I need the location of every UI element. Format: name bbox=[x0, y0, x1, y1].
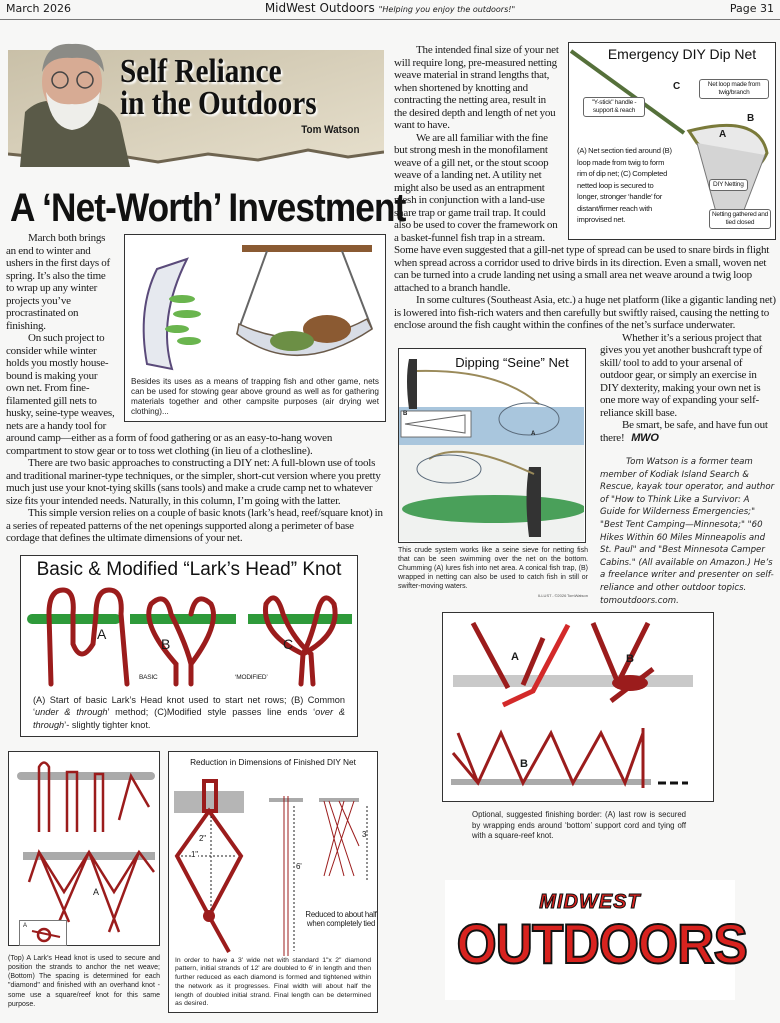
paragraph: We are all familiar with the fine but strong mesh in the monofilament weave of a gill net, or the stout scoop weave of a landing net. A utility net might also be used as an entrapment mesh in conjunction with a land-use snare trap or game trail trap. It could also be used to cover the framework on a basket-funnel fish trap in a stream. Some have even suggested that a gill-net type of spread can be used to snare birds in flight when spread across a corridor used to drive birds in its direction. Even a small, woven net can be turned into a crude landing net using a small area net weave around a twig loop attached to a branch handle. bbox=[394, 131, 770, 294]
figure-larks-spacing bbox=[8, 751, 160, 1010]
paragraph: There are two basic approaches to constructing a DIY net: A full-blown use of tools and traditional mariner-type techniques, or the simpler, short-cut version where you pretty much just use your knot-tying skills (sans tools) and make a crude camp net to whatever size fits your intended needs. Naturally, in this column, I’m going with the latter. bbox=[6, 457, 381, 507]
reduction-title: Reduction in Dimensions of Finished DIY Net bbox=[190, 756, 356, 767]
midwest-outdoors-logo bbox=[445, 880, 747, 1000]
dip-label-b: B bbox=[747, 113, 755, 124]
column-title-line2: in the Outdoors bbox=[120, 85, 317, 122]
border-label-b2: B bbox=[520, 758, 528, 770]
larks-label-basic: BASIC bbox=[139, 673, 158, 681]
dip-label-a: A bbox=[719, 129, 727, 140]
paragraph: March both brings an end to winter and ushers in the first days of spring. It’s also the time to wrap up any winter projects you’ve procrastinated on finishing. bbox=[6, 232, 110, 332]
larks-spacing-caption: (Top) A Lark’s Head knot is used to secure and position the strands to anchor the net weave; (Bottom) The spacing is determined for each "diamond" and finished with an overhand knot - some use a square/reef knot for this same purpose. bbox=[8, 954, 160, 1008]
reduction-caption: In order to have a 3' wide net with standard 1"x 2" diamond pattern, initial strands of 12' are doubled to 6' in length and then further reduced as each diamond is formed and tightened within the network as it progresses. Final width will about half the length of doubled initial strand. Final length can be determined as desired. bbox=[175, 956, 371, 1008]
overhand-knot-inset bbox=[19, 920, 67, 946]
seine-net-illustration bbox=[399, 349, 584, 541]
caption-text: (A) Start of basic Lark’s Head knot used to start net rows; (B) Common ‘ bbox=[33, 694, 345, 717]
inset-label-a: A bbox=[23, 922, 27, 929]
seine-net-title: Dipping “Seine” Net bbox=[455, 354, 569, 370]
net-uses-caption: Besides its uses as a means of trapping fish and other game, nets can be used for stowing gear above ground as well as for gathering materials together and other campsite purposes (air drying wet clothing)... bbox=[131, 377, 379, 416]
net-uses-illustration bbox=[127, 239, 385, 374]
larks-label-modified: ‘MODIFIED’ bbox=[235, 673, 268, 681]
paragraph: On such project to consider while winter holds you mostly house-bound is making your own net. From fine-filamented gill nets to husky, seine-type weaves, nets are a handy tool for around camp—either as a form of food gathering or as an easy-to-hang woven compartment to stow gear or to toss wet clothing (in lieu of a clothesline). bbox=[6, 332, 333, 457]
figure-dip-net bbox=[568, 42, 776, 240]
column-banner bbox=[8, 42, 384, 167]
border-label-b: B bbox=[626, 653, 634, 665]
caption-emphasis: over & through bbox=[33, 707, 345, 730]
finishing-border-caption: Optional, suggested finishing border: (A) last row is secured by wrapping ends around ‘bottom’ support cord and tying off with a square-reef knot. bbox=[472, 810, 686, 840]
reduction-illustration bbox=[169, 776, 375, 956]
larks-head-title: Basic & Modified “Lark’s Head” Knot bbox=[36, 558, 342, 580]
lower-right-row bbox=[394, 332, 776, 608]
figure-seine-net bbox=[398, 348, 588, 598]
spacing-label-a: A bbox=[93, 886, 99, 897]
border-label-a: A bbox=[511, 651, 519, 663]
callout-loop: Net loop made from twig/branch bbox=[699, 79, 769, 99]
article-middle-column bbox=[394, 44, 776, 607]
reduction-note: Reduced to about half when completely tied bbox=[305, 909, 377, 928]
byline: Tom Watson bbox=[301, 124, 360, 136]
dip-net-description: (A) Net section tied around (B) loop made from twig to form rim of dip net; (C) Completed netted loop is secured to longer, stronger ‘handle’ for distant/firmer reach with improvised net. bbox=[577, 146, 672, 224]
seine-label-a: A bbox=[531, 430, 536, 437]
signoff-mwo: MWO bbox=[631, 431, 659, 444]
finishing-border-illustration bbox=[443, 613, 711, 799]
figure-reduction bbox=[168, 751, 378, 1013]
dim-height: 2" bbox=[199, 833, 206, 843]
figure-larks-head-knot bbox=[20, 555, 358, 737]
logo-line1: MIDWEST bbox=[539, 891, 641, 913]
seine-net-credit: ILLUST - ©2026 TomWatson bbox=[538, 592, 588, 598]
dip-label-c: C bbox=[673, 81, 681, 92]
publication-name: MidWest Outdoors bbox=[264, 1, 375, 15]
bottom-figures-row bbox=[6, 751, 386, 1016]
page-number: Page 31 bbox=[729, 2, 774, 15]
issue-date: March 2026 bbox=[6, 2, 72, 15]
publication-masthead bbox=[190, 1, 590, 15]
caption-text: ’- slightly tighter knot. bbox=[64, 719, 151, 730]
dim-width: 1" bbox=[191, 849, 198, 859]
seine-label-b: B bbox=[403, 410, 408, 417]
callout-gathered: Netting gathered and tied closed bbox=[709, 209, 771, 229]
paragraph: In some cultures (Southeast Asia, etc.) a huge net platform (like a gigantic landing net) is lowered into fish-rich waters and then carefully but swiftly raised, causing the netting to enclose around the fish caught within the confines of the net’s surface underwater. bbox=[394, 294, 776, 331]
article-left-column bbox=[6, 232, 386, 1016]
callout-handle: "Y-stick" handle - support & reach bbox=[583, 97, 645, 117]
author-bio: Tom Watson is a former team member of Kodiak Island Search & Rescue, kayak tour operator, and author of "How to Think Like a Survivor: A Guide for Wilderness Emergencies;" "Best Tent Camping—Minnesota;" "60 Hikes Within 60 Miles Minneapolis and St. Paul" and "Best Minnesota Camper Cabins." (All available on Amazon.) He’s a freelance writer and presenter on self-reliance and other outdoor topics. tomoutdoors.com. bbox=[600, 457, 775, 606]
article-title: A ‘Net-Worth’ Investment bbox=[10, 186, 406, 230]
author-photo bbox=[10, 42, 130, 167]
column-title bbox=[120, 53, 317, 122]
paragraph: The intended final size of your net will require long, pre-measured netting weave material in strand lengths that, when shortened by knotting and contracting the netting area, result in the desired depth and length of net you want to have. bbox=[394, 44, 559, 131]
larks-label-a: A bbox=[97, 625, 107, 642]
paragraph: Whether it’s a serious project that gives you yet another bushcraft type of skill/ tool to add to your arsenal of outdoor gear, or simply an exercise in DIY dexterity, making your own net is one more way of expanding your self-reliance skill base. bbox=[600, 331, 763, 419]
paragraph: Be smart, be safe, and have fun out there! bbox=[600, 419, 768, 444]
larks-spacing-illustration bbox=[9, 752, 159, 944]
larks-head-illustration bbox=[21, 584, 356, 694]
larks-head-caption bbox=[33, 694, 345, 732]
article-right-column bbox=[600, 332, 776, 608]
larks-label-c: C bbox=[283, 635, 293, 652]
caption-emphasis: under & through bbox=[35, 707, 108, 717]
paragraph: This simple version relies on a couple of basic knots (lark’s head, reef/square knot) in a series of repeated patterns of the net openings supported along a perimeter of base cordage that defines the ultimate dimensions of your net. bbox=[6, 507, 383, 544]
column-title-line1: Self Reliance bbox=[120, 53, 282, 90]
seine-net-frame bbox=[398, 348, 586, 543]
logo-line2: OUTDOORS bbox=[456, 912, 747, 975]
dim-net: 3' bbox=[362, 829, 368, 839]
caption-text: ’ method; (C)Modified style passes line ends ‘ bbox=[107, 707, 316, 717]
dip-net-title: Emergency DIY Dip Net bbox=[607, 46, 757, 62]
larks-label-b: B bbox=[161, 635, 171, 652]
finishing-border-frame bbox=[442, 612, 714, 802]
larks-spacing-frame bbox=[8, 751, 160, 946]
page-header bbox=[0, 0, 780, 20]
closing-paragraph bbox=[600, 419, 776, 444]
dim-strand: 6' bbox=[296, 861, 302, 871]
figure-net-uses bbox=[124, 234, 386, 422]
figure-finishing-border bbox=[442, 612, 714, 842]
publication-tagline: "Helping you enjoy the outdoors!" bbox=[378, 5, 516, 14]
callout-netting: DIY Netting bbox=[709, 179, 748, 191]
seine-net-caption: This crude system works like a seine sieve for netting fish that can be seen swimming over the net on the bottom. Chumming (A) lures fish into net area. A conical fish trap, (B) wrapped in netting can also be used to catch fish in still or swifter-moving waters. bbox=[398, 546, 588, 591]
